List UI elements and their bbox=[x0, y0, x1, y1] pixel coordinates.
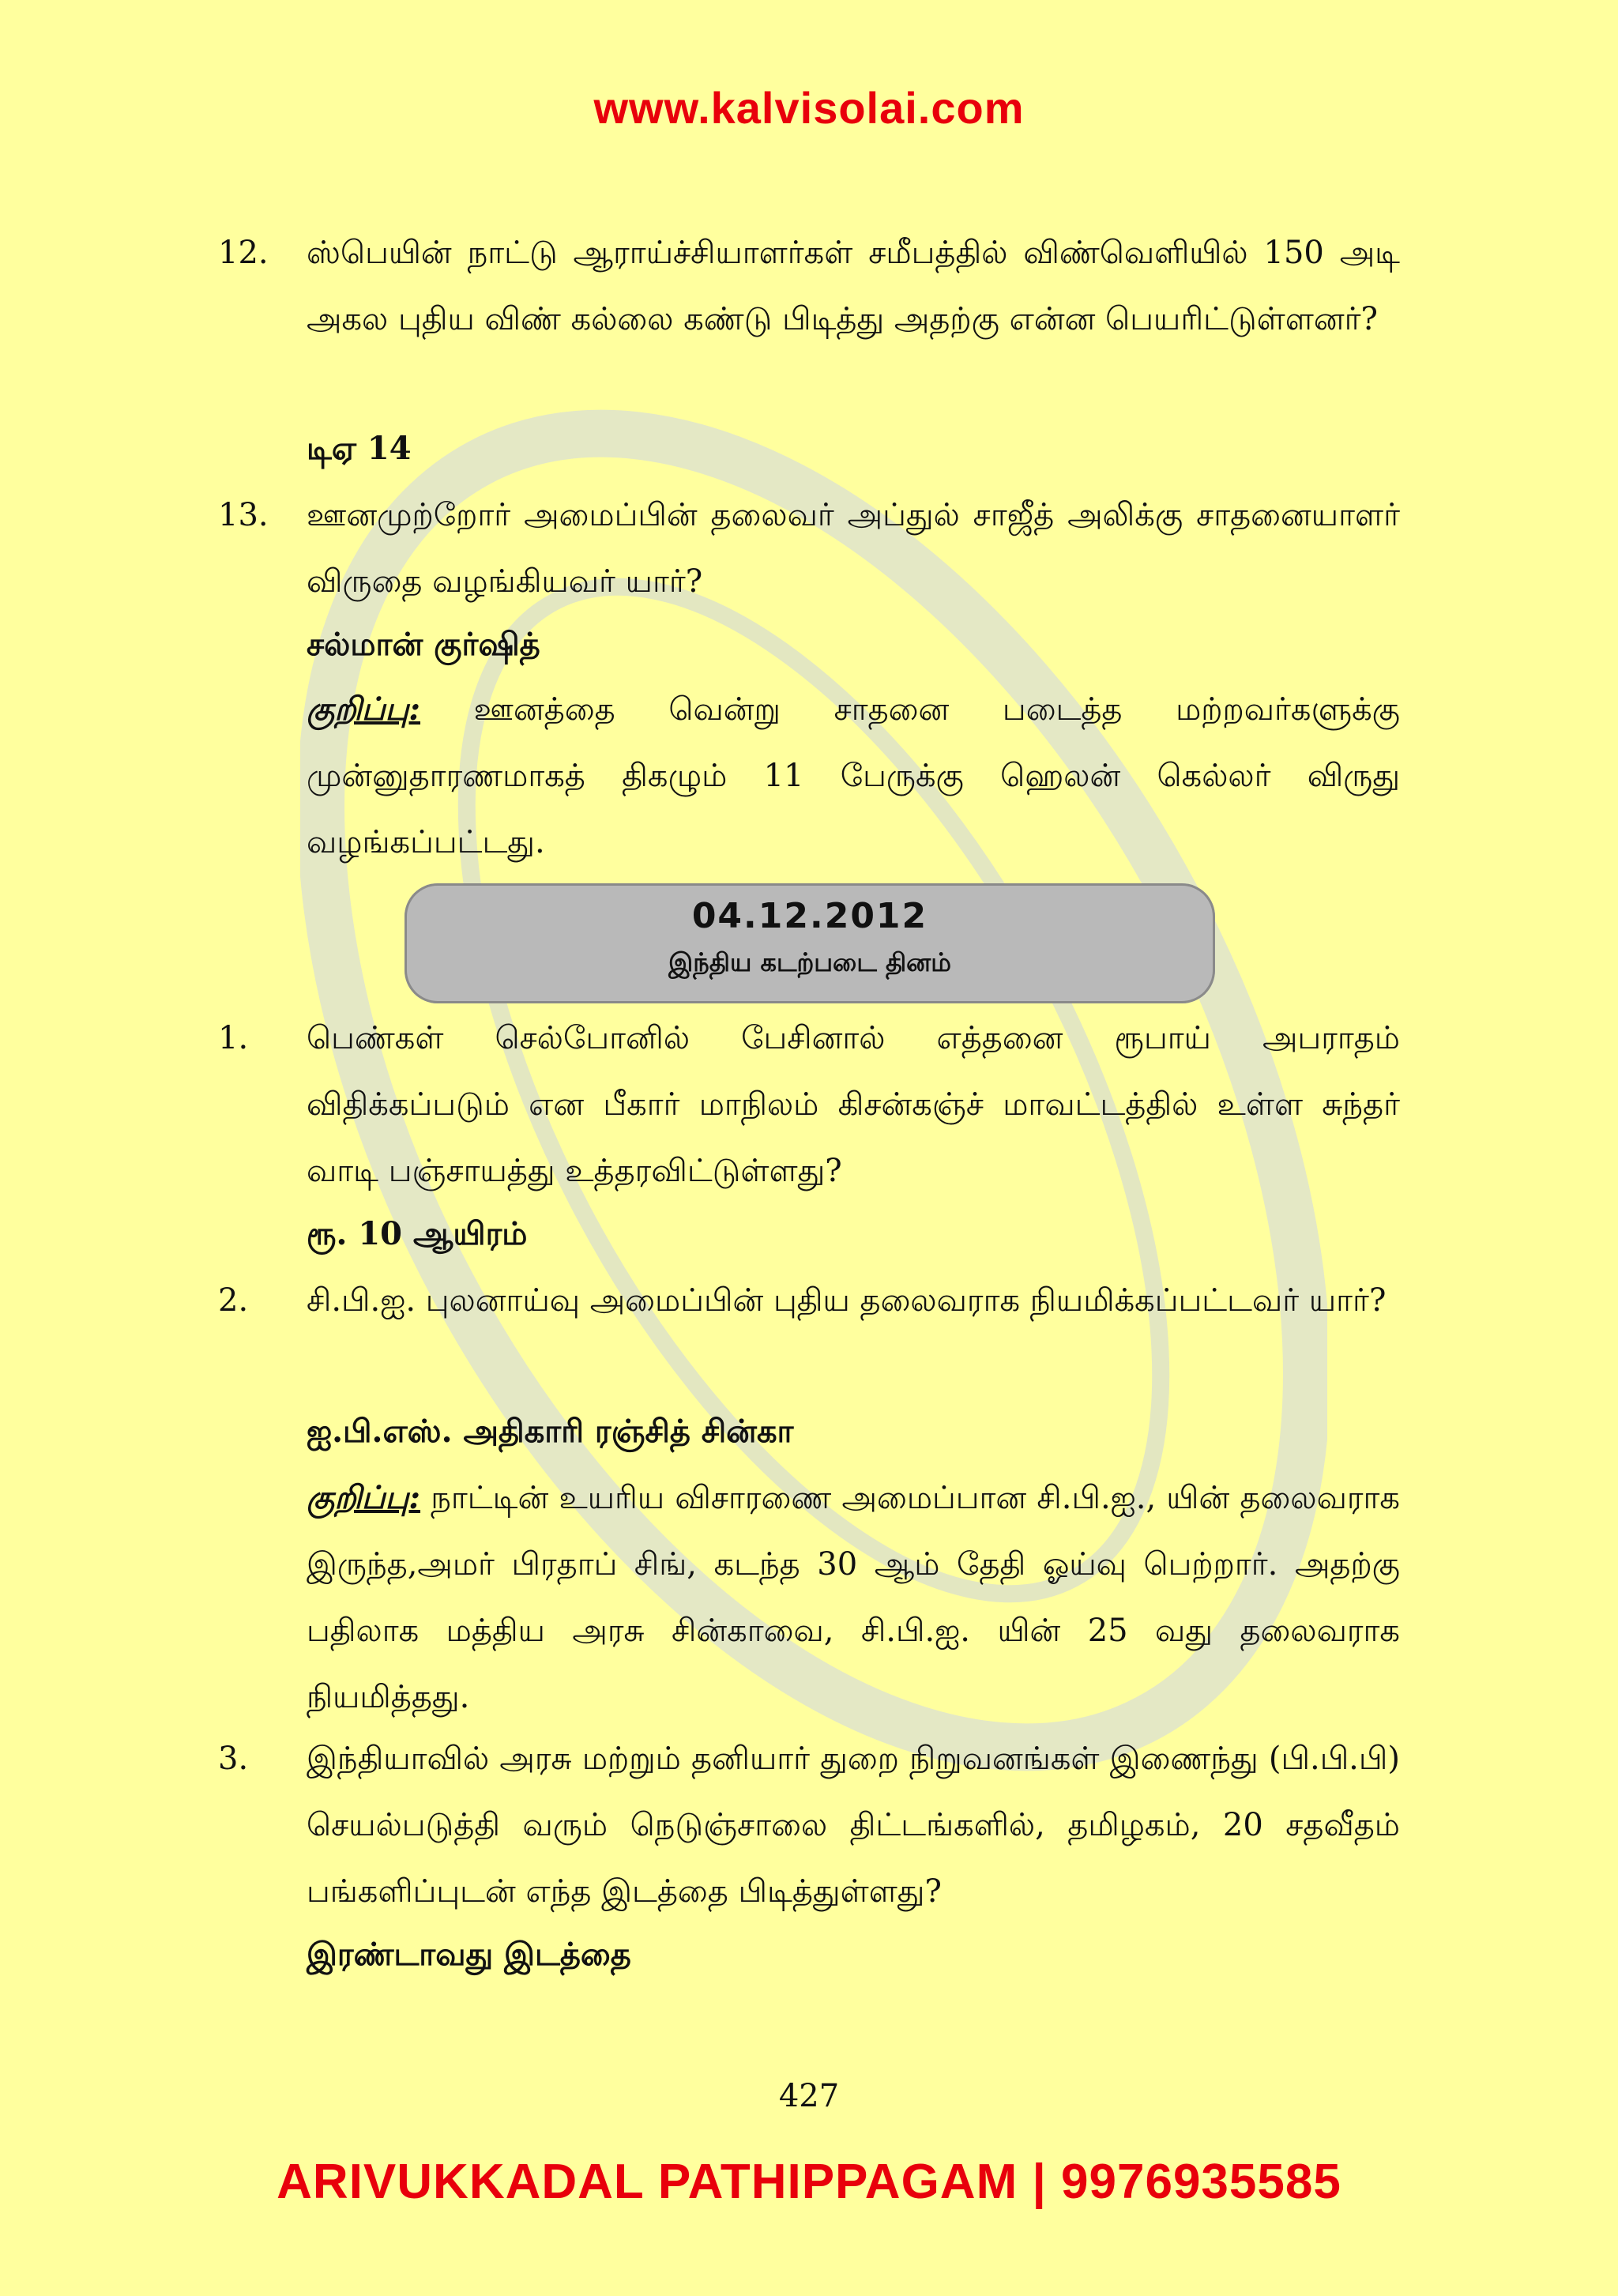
note-paragraph bbox=[307, 1465, 1400, 1730]
question-text: இந்தியாவில் அரசு மற்றும் தனியார் துறை நிறுவனங்கள் இணைந்து (பி.பி.பி) செயல்படுத்தி வரும் நெடுஞ்சாலை திட்டங்களில், தமிழகம், 20 சதவீதம் பங்களிப்புடன் எந்த இடத்தை பிடித்துள்ளது? bbox=[307, 1741, 1400, 1910]
publisher-footer: ARIVUKKADAL PATHIPPAGAM | 9976935585 bbox=[277, 2155, 1341, 2209]
question-text: சி.பி.ஐ. புலனாய்வு அமைப்பின் புதிய தலைவராக நியமிக்கப்பட்டவர் யார்? bbox=[307, 1282, 1387, 1319]
note-text: நாட்டின் உயரிய விசாரணை அமைப்பான சி.பி.ஐ., யின் தலைவராக இருந்த,அமர் பிரதாப் சிங், கடந்த 30 ஆம் தேதி ஓய்வு பெற்றார். அதற்கு பதிலாக மத்திய அரசு சின்காவை, சி.பி.ஐ. யின் 25 வது தலைவராக நியமித்தது. bbox=[307, 1480, 1400, 1715]
note-label: குறிப்பு: bbox=[307, 1479, 421, 1516]
answer-text: ஐ.பி.எஸ். அதிகாரி ரஞ்சித் சின்கா bbox=[307, 1413, 794, 1450]
question-text: ஸ்பெயின் நாட்டு ஆராய்ச்சியாளர்கள் சமீபத்தில் விண்வெளியில் 150 அடி அகல புதிய விண் கல்லை கண்டு பிடித்து அதற்கு என்ன பெயரிட்டுள்ளனர்? bbox=[307, 235, 1400, 337]
question-text: பெண்கள் செல்போனில் பேசினால் எத்தனை ரூபாய் அபராதம் விதிக்கப்படும் என பீகார் மாநிலம் கிசன்கஞ்ச் மாவட்டத்தில் உள்ள சுந்தர் வாடி பஞ்சாயத்து உத்தரவிட்டுள்ளது? bbox=[307, 1020, 1400, 1189]
banner-event: இந்திய கடற்படை தினம் bbox=[668, 947, 951, 977]
site-url: www.kalvisolai.com bbox=[593, 83, 1025, 133]
question-number: 1. bbox=[218, 1020, 249, 1056]
answer-text: இரண்டாவது இடத்தை bbox=[307, 1936, 631, 1973]
question-text: ஊனமுற்றோர் அமைப்பின் தலைவர் அப்துல் சாஜீத் அலிக்கு சாதனையாளர் விருதை வழங்கியவர் யார்? bbox=[307, 497, 1400, 600]
question-number: 2. bbox=[218, 1282, 249, 1319]
date-banner bbox=[404, 883, 1215, 1003]
note-text: ஊனத்தை வென்று சாதனை படைத்த மற்றவர்களுக்கு முன்னுதாரணமாகத் திகழும் 11 பேருக்கு ஹெலன் கெல்லர் விருது வழங்கப்பட்டது. bbox=[307, 691, 1400, 860]
note-paragraph bbox=[307, 676, 1400, 875]
answer-text: ரூ. 10 ஆயிரம் bbox=[307, 1215, 528, 1252]
answer-text: சல்மான் குர்ஷித் bbox=[307, 626, 540, 663]
question-number: 13. bbox=[218, 497, 269, 533]
question-number: 12. bbox=[218, 235, 269, 271]
question-number: 3. bbox=[218, 1741, 249, 1777]
page-number: 427 bbox=[778, 2078, 840, 2114]
banner-date: 04.12.2012 bbox=[691, 896, 928, 936]
answer-text: டிஏ 14 bbox=[307, 430, 412, 467]
note-label: குறிப்பு: bbox=[307, 691, 421, 728]
